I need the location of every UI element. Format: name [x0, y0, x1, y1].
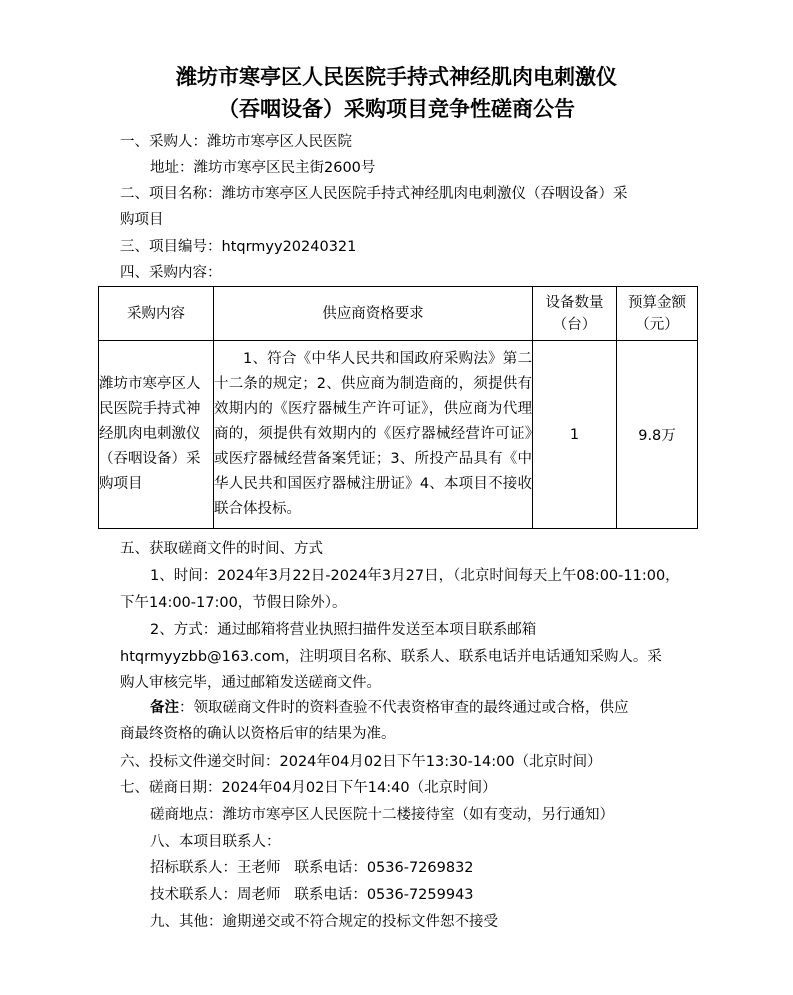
procurement-table	[98, 286, 698, 529]
note-line-1: 备注：领取磋商文件时的资料查验不代表资格审查的最终通过或合格，供应	[150, 700, 629, 716]
cell-content: 潍坊市寒亭区人民医院手持式神经肌肉电刺激仪（吞咽设备）采购项目	[99, 341, 214, 529]
section5-heading: 五、获取磋商文件的时间、方式	[120, 541, 323, 557]
project-name-line-1: 二、项目名称：潍坊市寒亭区人民医院手持式神经肌肉电刺激仪（吞咽设备）采	[120, 186, 628, 202]
method-line-3: 购人审核完毕，通过邮箱发送磋商文件。	[120, 675, 381, 691]
consultation-location-line: 磋商地点：潍坊市寒亭区人民医院十二楼接待室（如有变动，另行通知）	[150, 807, 614, 823]
project-name-line-2: 购项目	[120, 212, 164, 228]
submission-time-line: 六、投标文件递交时间：2024年04月02日下午13:30-14:00（北京时间）	[120, 754, 602, 770]
time-line-1: 1、时间：2024年3月22日-2024年3月27日，（北京时间每天上午08:00-11:00，	[150, 568, 680, 584]
contacts-heading: 八、本项目联系人：	[150, 834, 281, 850]
title-line-2: （吞咽设备）采购项目竞争性磋商公告	[218, 96, 575, 121]
purchaser-line: 一、采购人：潍坊市寒亭区人民医院	[120, 134, 352, 150]
tech-contact-line: 技术联系人：周老师 联系电话：0536-7259943	[150, 887, 474, 903]
table-row	[99, 341, 698, 529]
method-line-2: htqrmyyzbb@163.com，注明项目名称、联系人、联系电话并电话通知采购人。采	[120, 649, 662, 665]
project-number-line: 三、项目编号：htqrmyy20240321	[120, 239, 357, 255]
cell-budget: 9.8万	[617, 341, 698, 529]
header-content: 采购内容	[99, 287, 214, 341]
cell-quantity: 1	[533, 341, 617, 529]
title-line-1: 潍坊市寒亭区人民医院手持式神经肌肉电刺激仪	[176, 64, 617, 89]
header-quantity: 设备数量 （台）	[533, 287, 617, 341]
method-line-1: 2、方式：通过邮箱将营业执照扫描件发送至本项目联系邮箱	[150, 622, 537, 638]
address-line: 地址：潍坊市寒亭区民主街2600号	[150, 160, 376, 176]
header-requirements: 供应商资格要求	[214, 287, 533, 341]
note-line-2: 商最终资格的确认以资格后审的结果为准。	[120, 726, 396, 742]
procurement-content-heading: 四、采购内容：	[120, 265, 222, 281]
cell-requirements: 1、符合《中华人民共和国政府采购法》第二十二条的规定；2、供应商为制造商的，须提供有效期内的《医疗器械生产许可证》，供应商为代理商的，须提供有效期内的《医疗器械经营许可证》或医疗器械经营备案凭证；3、所投产品具有《中华人民共和国医疗器械注册证》4、本项目不接收联合体投标。	[214, 341, 533, 529]
bid-contact-line: 招标联系人：王老师 联系电话：0536-7269832	[150, 860, 474, 876]
table-header-row	[99, 287, 698, 341]
consultation-date-line: 七、磋商日期：2024年04月02日下午14:40（北京时间）	[120, 780, 497, 796]
time-line-2: 下午14:00-17:00，节假日除外）。	[120, 595, 347, 611]
other-line: 九、其他：逾期递交或不符合规定的投标文件恕不接受	[150, 914, 498, 930]
header-budget: 预算金额 （元）	[617, 287, 698, 341]
note-label: 备注	[150, 700, 179, 716]
